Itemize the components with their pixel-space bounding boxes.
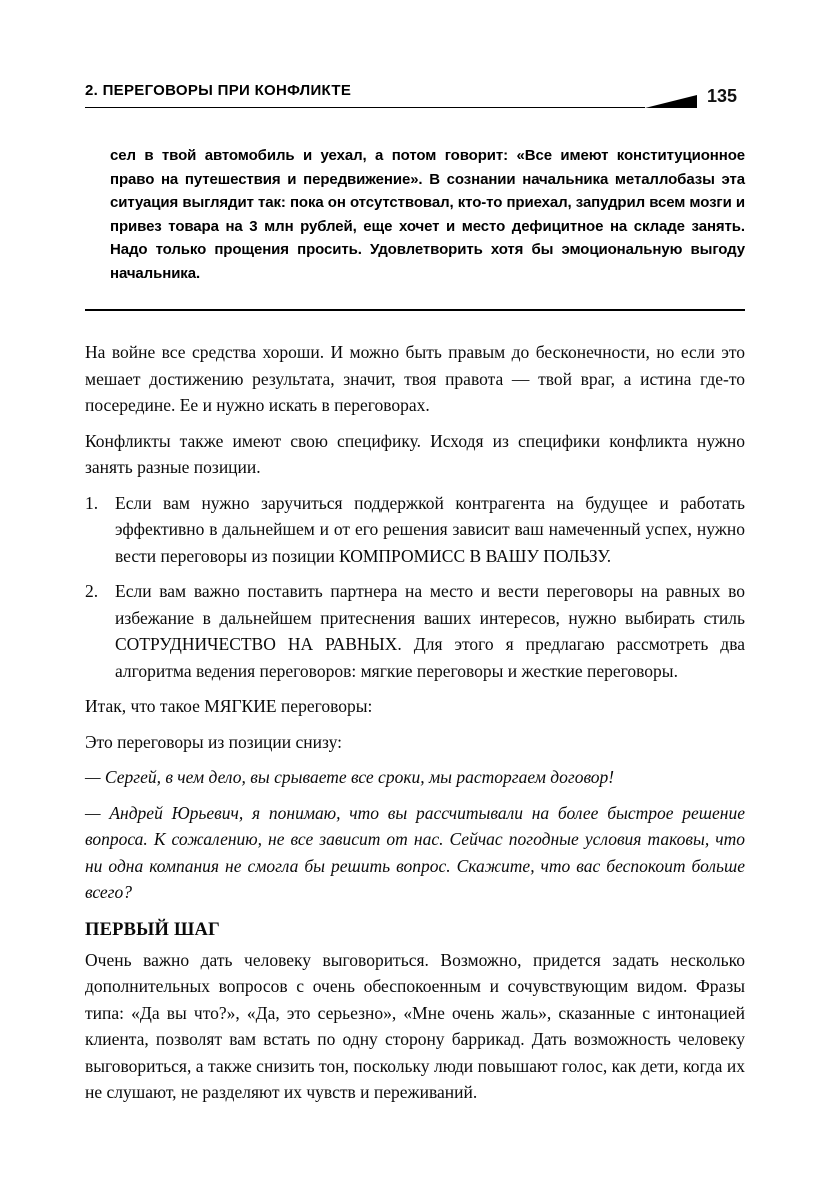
numbered-list <box>85 490 745 685</box>
paragraph: Итак, что такое МЯГКИЕ переговоры: <box>85 696 373 716</box>
paragraph: Это переговоры из позиции снизу: <box>85 731 342 752</box>
running-head-rule <box>85 82 645 108</box>
list-item <box>85 578 745 684</box>
list-item-number: 2. <box>85 581 99 601</box>
paragraph: Конфликты также имеют свою специфику. Исходя из специфики конфликта нужно занять разные позиции. <box>85 430 745 477</box>
list-item <box>85 490 745 570</box>
list-item-text: Если вам нужно заручиться поддержкой контрагента на будущее и работать эффективно в дальнейшем и от его решения зависит ваш намеченный успех, нужно вести переговоры из позиции КОМПРОМИСС В ВАШУ ПОЛЬЗУ. <box>115 492 745 566</box>
page-number-wedge-shape <box>645 95 697 108</box>
dialog-line: — Андрей Юрьевич, я понимаю, что вы рассчитывали на более быстрое решение вопроса. К сожалению, не все зависит от нас. Сейчас погодные условия таковы, что ни одна компания не смогла бы решить вопрос. Скажите, что вас беспокоит больше всего? <box>85 802 745 902</box>
dialog-line: — Сергей, в чем дело, вы срываете все сроки, мы расторгаем договор! <box>85 767 615 787</box>
step-heading: ПЕРВЫЙ ШАГ <box>85 919 220 940</box>
list-item-number: 1. <box>85 492 99 513</box>
paragraph: На войне все средства хороши. И можно быть правым до бесконечности, но если это мешает достижению результата, значит, твоя правота — твой враг, а истина где-то посередине. Ее и нужно искать в переговорах. <box>85 342 745 415</box>
running-head <box>85 82 745 108</box>
list-item-text: Если вам важно поставить партнера на место и вести переговоры на равных во избежание в дальнейшем притеснения ваших интересов, нужно выбирать стиль СОТРУДНИЧЕСТВО НА РАВНЫХ. Для этого я предлагаю рассмотреть два алгоритма ведения переговоров: мягкие переговоры и жесткие переговоры. <box>115 581 745 681</box>
chapter-title: 2. ПЕРЕГОВОРЫ ПРИ КОНФЛИКТЕ <box>85 82 352 99</box>
excerpt-block: сел в твой автомобиль и уехал, а потом говорит: «Все имеют конституционное право на путешествия и передвижение». В сознании начальника металлобазы эта ситуация выглядит так: пока он отсутствовал, кто-то приехал, запудрил всем мозги и привез товара на 3 млн рублей, еще хочет и место дефицитное на складе занять. Надо только прощения просить. Удовлетворить хотя бы эмоциональную выгоду начальника. <box>110 147 745 282</box>
body-text <box>85 339 745 1106</box>
page-number: 135 <box>707 86 738 106</box>
paragraph: Очень важно дать человеку выговориться. Возможно, придется задать несколько дополнительных вопросов с очень обеспокоенным и сочувствующим видом. Фразы типа: «Да вы что?», «Да, это серьезно», «Мне очень жаль», сказанные с интонацией клиента, позволят вам встать по одну сторону баррикад. Дать возможность человеку выговориться, а также снизить тон, поскольку люди повышают голос, как дети, когда их не слушают, не разделяют их чувств и переживаний. <box>85 949 745 1102</box>
section-divider-rule <box>85 309 745 311</box>
